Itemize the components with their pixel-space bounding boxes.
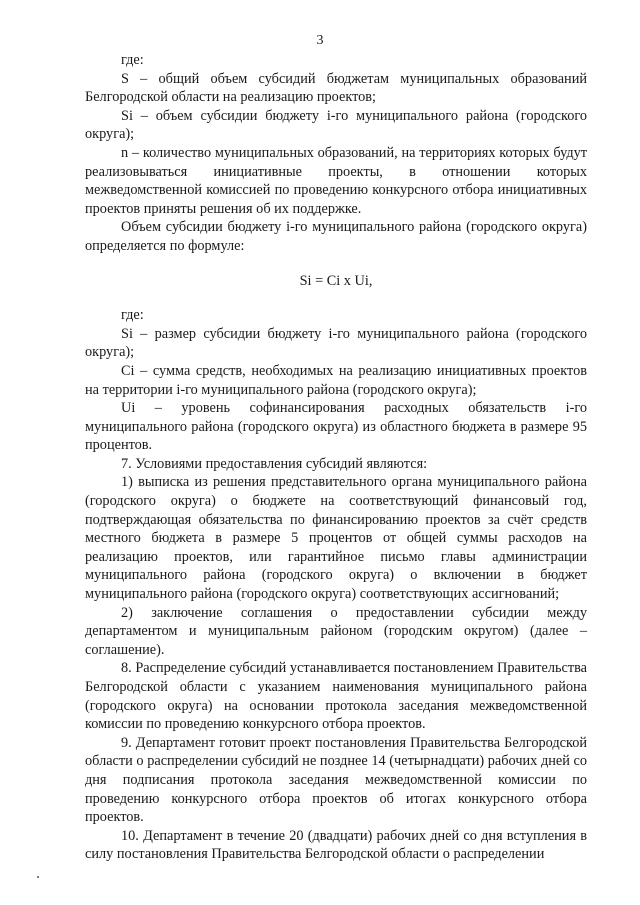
paragraph-formula-intro: Объем субсидии бюджету i-го муниципального района (городского округа) определяется по формуле: xyxy=(85,219,587,254)
paragraph-ui-definition: Ui – уровень софинансирования расходных обязательств i-го муниципального района (городского округа) из областного бюджета в размере 95 процентов. xyxy=(85,400,587,454)
paragraph-s-definition: S – общий объем субсидий бюджетам муниципальных образований Белгородской области на реализацию проектов; xyxy=(85,70,587,106)
paragraph-item-7-1: 1) выписка из решения представительного органа муниципального района (городского округа) о бюджете на соответствующий финансовый год, подтверждающая обязательства по финансированию проектов за счёт средств местного бюджета в размере 5 процентов от общей суммы расходов на реализацию проектов, или гарантийное письмо главы администрации муниципального района (городского округа) о включении в бюджет муниципального района (городского округа) соответствующих ассигнований; xyxy=(85,474,587,603)
formula: Si = Ci x Ui, xyxy=(299,272,373,289)
paragraph-item-10: 10. Департамент в течение 20 (двадцати) рабочих дней со дня вступления в силу постановления Правительства Белгородской области о распределении xyxy=(85,827,587,863)
paragraph-item-7-2: 2) заключение соглашения о предоставлении субсидии между департаментом и муниципальным районом (городским округом) (далее – соглашение). xyxy=(85,604,587,658)
paragraph-ci-definition: Ci – сумма средств, необходимых на реализацию инициативных проектов на территории i-го муниципального района (городского округа); xyxy=(85,362,587,398)
paragraph-where-1: где: xyxy=(121,52,144,68)
paragraph-where-2: где: xyxy=(121,307,144,324)
page-number: 3 xyxy=(316,33,324,48)
paragraph-item-7: 7. Условиями предоставления субсидий являются: xyxy=(121,455,428,472)
scan-speck xyxy=(37,876,39,878)
paragraph-si-size: Si – размер субсидии бюджету i-го муниципального района (городского округа); xyxy=(85,325,587,361)
paragraph-item-9: 9. Департамент готовит проект постановления Правительства Белгородской области о распределении субсидий не позднее 14 (четырнадцати) рабочих дней со дня подписания протокола заседания межведомственной комиссии по проведению конкурсного отбора проектов об итогах конкурсного отбора проектов. xyxy=(85,734,587,826)
paragraph-si-definition: Si – объем субсидии бюджету i-го муниципального района (городского округа); xyxy=(85,107,587,143)
document-body xyxy=(85,51,587,864)
paragraph-n-definition: n – количество муниципальных образований, на территориях которых будут реализовываться инициативные проекты, в отношении которых межведомственной комиссией по проведению конкурсного отбора инициативных проектов приняты решения об их поддержке. xyxy=(85,144,587,217)
paragraph-item-8: 8. Распределение субсидий устанавливается постановлением Правительства Белгородской области с указанием наименования муниципального района (городского округа) на основании протокола заседания межведомственной комиссии по проведению конкурсного отбора проектов. xyxy=(85,660,587,733)
